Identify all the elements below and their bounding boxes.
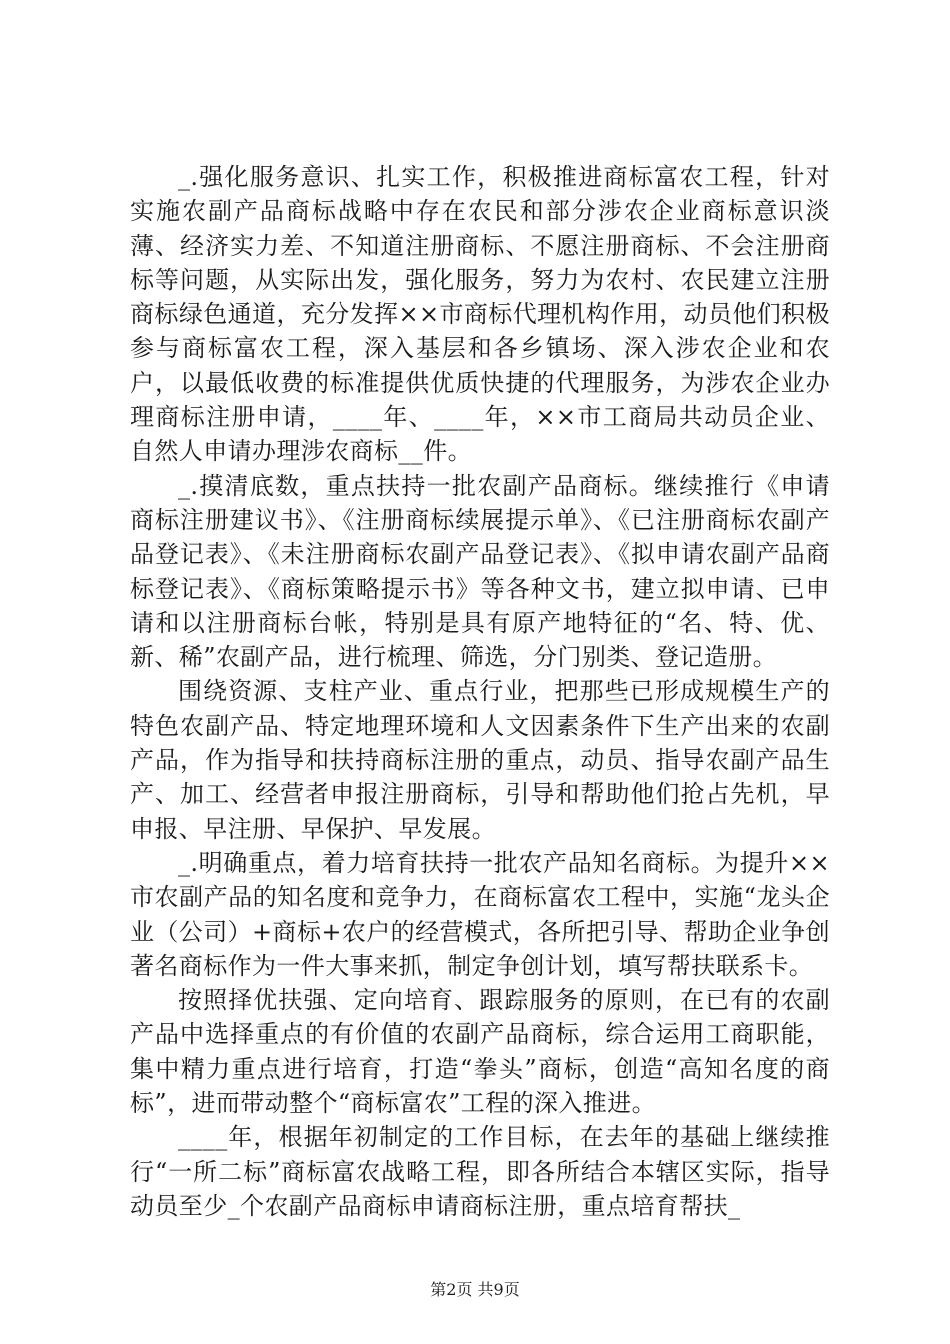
document-body (130, 160, 830, 1223)
paragraph-famous-brands: _.明确重点，着力培育扶持一批农产品知名商标。为提升××市农副产品的知名度和竞争力，在商标富农工程中，实施“龙头企业（公司）+商标+农户的经营模式，各所把引导、帮助企业争创著名商标作为一件大事来抓，制定争创计划，填写帮扶联系卡。 (130, 848, 830, 980)
paragraph-service-awareness: _.强化服务意识、扎实工作，积极推进商标富农工程，针对实施农副产品商标战略中存在农民和部分涉农企业商标意识淡薄、经济实力差、不知道注册商标、不愿注册商标、不会注册商标等问题，从实际出发，强化服务，努力为农村、农民建立注册商标绿色通道，充分发挥××市商标代理机构作用，动员他们积极参与商标富农工程，深入基层和各乡镇场、深入涉农企业和农户，以最低收费的标准提供优质快捷的代理服务，为涉农企业办理商标注册申请，____年、____年，××市工商局共动员企业、自然人申请办理涉农商标__件。 (130, 163, 830, 466)
paragraph-annual-goal: ____年，根据年初制定的工作目标，在去年的基础上继续推行“一所二标”商标富农战略工程，即各所结合本辖区实际，指导动员至少_个农副产品商标申请商标注册，重点培育帮扶_ (130, 1123, 830, 1220)
paragraph-selection-principle: 按照择优扶强、定向培育、跟踪服务的原则，在已有的农副产品中选择重点的有价值的农副产品商标，综合运用工商职能，集中精力重点进行培育，打造“拳头”商标，创造“高知名度的商标”，进而带动整个“商标富农”工程的深入推进。 (130, 986, 830, 1118)
paragraph-key-industries: 围绕资源、支柱产业、重点行业，把那些已形成规模生产的特色农副产品、特定地理环境和人文因素条件下生产出来的农副产品，作为指导和扶持商标注册的重点，动员、指导农副产品生产、加工、经营者申报注册商标，引导和帮助他们抢占先机，早申报、早注册、早保护、早发展。 (130, 677, 830, 843)
page-number-footer: 第2页 共9页 (430, 1280, 520, 1299)
paragraph-survey-base: _.摸清底数，重点扶持一批农副产品商标。继续推行《申请商标注册建议书》、《注册商标续展提示单》、《已注册商标农副产品登记表》、《未注册商标农副产品登记表》、《拟申请农副产品商标登记表》、《商标策略提示书》等各种文书，建立拟申请、已申请和以注册商标台帐，特别是具有原产地特征的“名、特、优、新、稀”农副产品，进行梳理、筛选，分门别类、登记造册。 (130, 471, 830, 672)
